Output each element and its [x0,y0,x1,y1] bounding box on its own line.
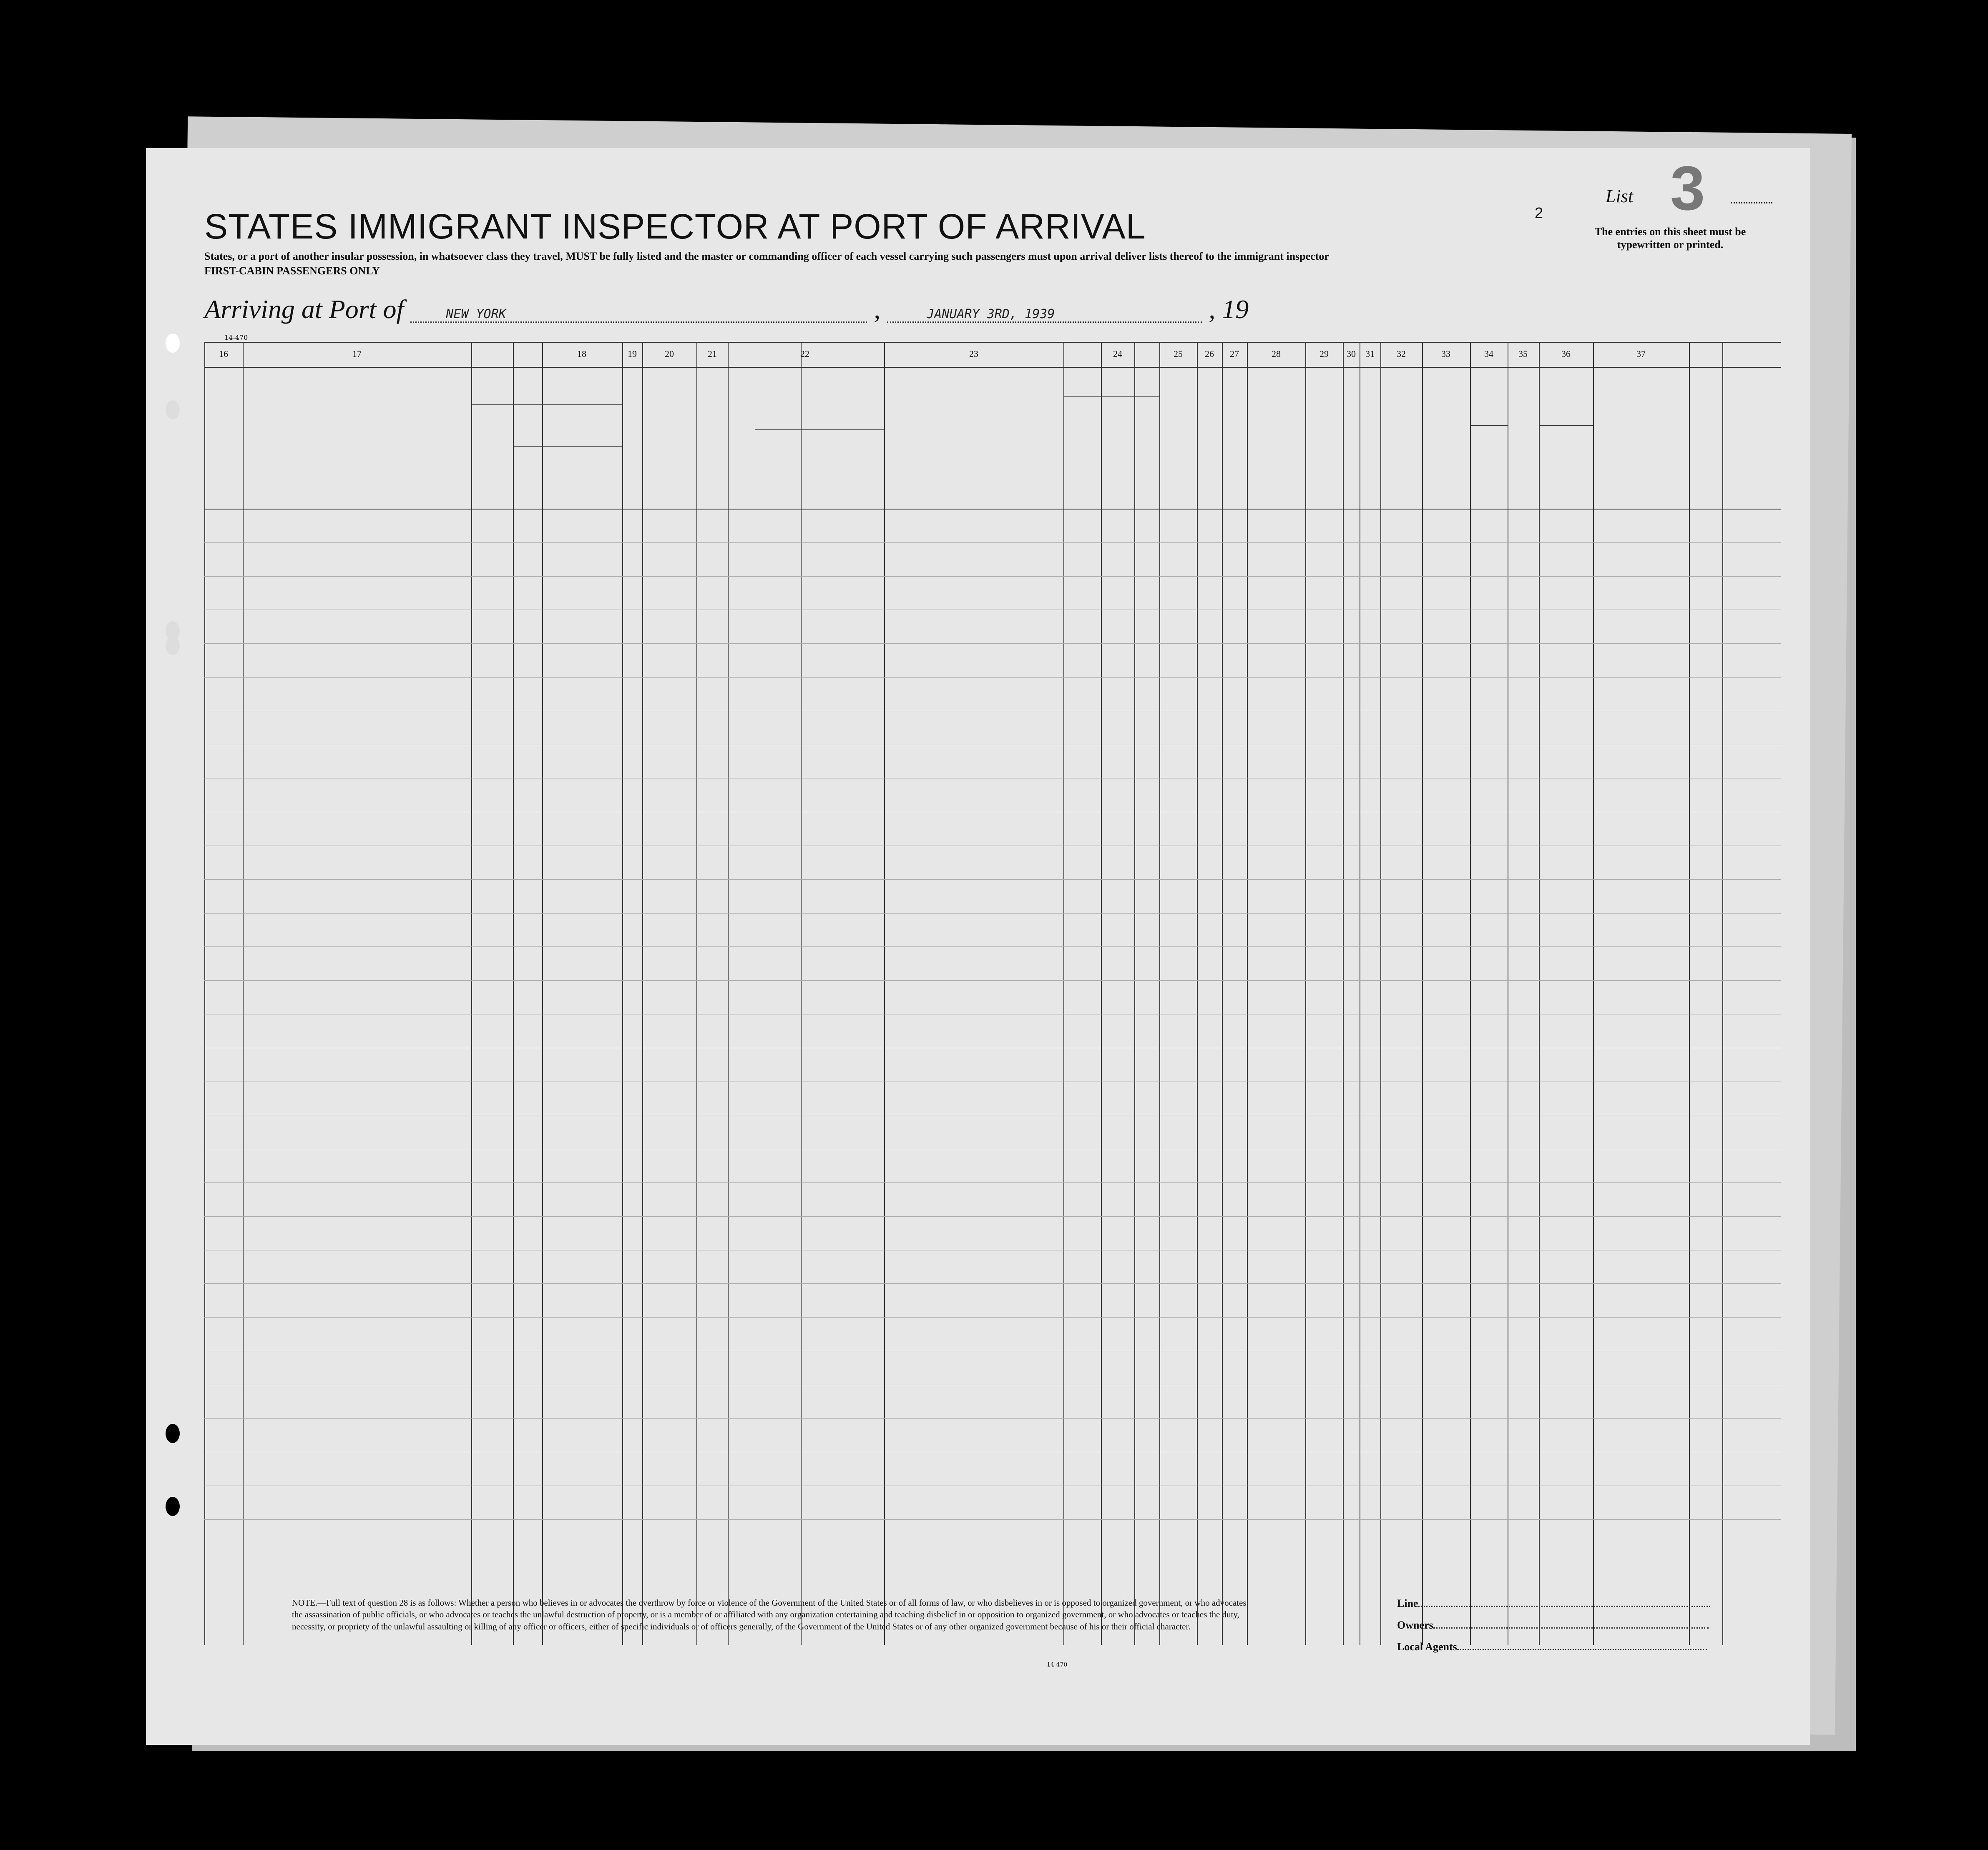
column-number: 25 [1174,349,1183,359]
header-rule [204,342,1781,343]
column-rule [622,342,623,1645]
column-rule [1247,342,1248,1645]
column-number: 17 [352,349,362,359]
column-number: 36 [1561,349,1571,359]
column-number: 35 [1518,349,1528,359]
row-rule [204,879,1781,880]
binder-hole [166,400,180,419]
page-number: 2 [1535,204,1543,221]
footnote: NOTE.—Full text of question 28 is as follows: Whether a person who believes in or advocates the overthrow by force or violence of the Government of the United States or of all forms of law, or who disbelieves in or is opposed to organized government, or who advocates the assassination of public officials, or who advocates or teaches the unlawful destruction of property, or is a member of or affiliated with any organization entertaining and teaching disbelief in or opposition to organized government, or who advocates or teaches the duty, necessity, or propriety of the unlawful assaulting or killing of any officer or officers, either of specific individuals or of officers generally, of the Government of the United States or of any other organized government because of his or their official character. [292,1598,1247,1632]
header-subrule [1063,396,1159,397]
header-subrule [513,446,622,447]
page-title: STATES IMMIGRANT INSPECTOR AT PORT OF ARRIVAL [204,207,1146,246]
column-number: 31 [1365,349,1375,359]
column-rule [1063,342,1064,1645]
date-field: JANUARY 3RD, 1939 [887,307,1202,323]
column-number: 33 [1441,349,1450,359]
column-number: 16 [219,349,228,359]
row-rule [204,946,1781,947]
footnote-form: 14-470 [1047,1662,1068,1668]
header-rule [204,367,1781,368]
column-rule [542,342,543,1645]
list-label: List [1606,186,1634,206]
column-number: 32 [1397,349,1406,359]
column-rule [243,342,244,1645]
row-rule [204,1182,1781,1183]
owners-label: Owners [1397,1619,1433,1631]
instruction-text: States, or a port of another insular possession, in whatsoever class they travel, MUST be fully listed and the master or commanding officer of each vessel carrying such passengers must upon arrival deliver lists thereof to the immigrant inspector [204,250,1329,262]
row-rule [204,1216,1781,1217]
year-prefix: 19 [1222,294,1249,324]
column-rule [801,342,802,1645]
row-rule [204,643,1781,644]
column-rule [1343,342,1344,1645]
class-line: FIRST-CABIN PASSENGERS ONLY [204,265,380,277]
header-subrule [1539,425,1593,426]
column-number: 21 [708,349,717,359]
column-number: 27 [1230,349,1239,359]
column-rule [1593,342,1594,1645]
column-rule [1159,342,1160,1645]
column-number: 29 [1319,349,1329,359]
column-rule [1422,342,1423,1645]
typewritten-note: The entries on this sheet must be typewritten or printed. [1594,226,1746,251]
column-rule [1101,342,1102,1645]
column-rule [1380,342,1381,1645]
column-rule [696,342,697,1645]
column-number: 23 [969,349,978,359]
row-rule [204,1317,1781,1318]
column-rule [728,342,729,1645]
column-number: 34 [1484,349,1493,359]
row-rule [204,1519,1781,1520]
column-number: 37 [1636,349,1646,359]
line-label: Line [1397,1597,1418,1609]
manifest-table [204,342,1781,1645]
binder-hole [166,1497,180,1516]
column-rule [1222,342,1223,1645]
form-number: 14-470 [224,334,248,341]
column-rule [1539,342,1540,1645]
row-rule [204,677,1781,678]
row-rule [204,913,1781,914]
arriving-label: Arriving at Port of [204,294,404,324]
list-number: 3 [1670,153,1705,223]
column-rule [1305,342,1306,1645]
column-rule [642,342,643,1645]
column-number: 30 [1347,349,1356,359]
column-rule [1470,342,1471,1645]
column-rule [1134,342,1135,1645]
header-subrule [1470,425,1508,426]
header-rule [204,509,1781,510]
column-number: 28 [1272,349,1281,359]
row-rule [204,576,1781,577]
row-rule [204,980,1781,981]
binder-hole [166,636,180,655]
column-rule [1197,342,1198,1645]
column-number: 19 [628,349,637,359]
column-number: 20 [665,349,674,359]
arriving-line: Arriving at Port of NEW YORK , JANUARY 3RD, 1939 , 19 [204,294,1249,324]
list-number-line [1731,202,1772,203]
column-rule [884,342,885,1645]
binder-hole [166,1424,180,1443]
row-rule [204,542,1781,543]
manifest-sheet [146,148,1810,1745]
header-subrule [755,429,884,430]
column-number: 18 [577,349,586,359]
column-number: 22 [800,349,809,359]
binder-hole [166,334,180,353]
column-rule [204,342,205,1645]
row-rule [204,1283,1781,1284]
column-rule [513,342,514,1645]
column-rule [1689,342,1690,1645]
header-subrule [471,404,622,405]
agents-label: Local Agents [1397,1641,1457,1653]
port-field: NEW YORK [410,307,867,323]
row-rule [204,1418,1781,1419]
column-number: 26 [1205,349,1214,359]
column-rule [1722,342,1723,1645]
footer-fields [1397,1593,1710,1658]
column-rule [471,342,472,1645]
column-number: 24 [1113,349,1122,359]
